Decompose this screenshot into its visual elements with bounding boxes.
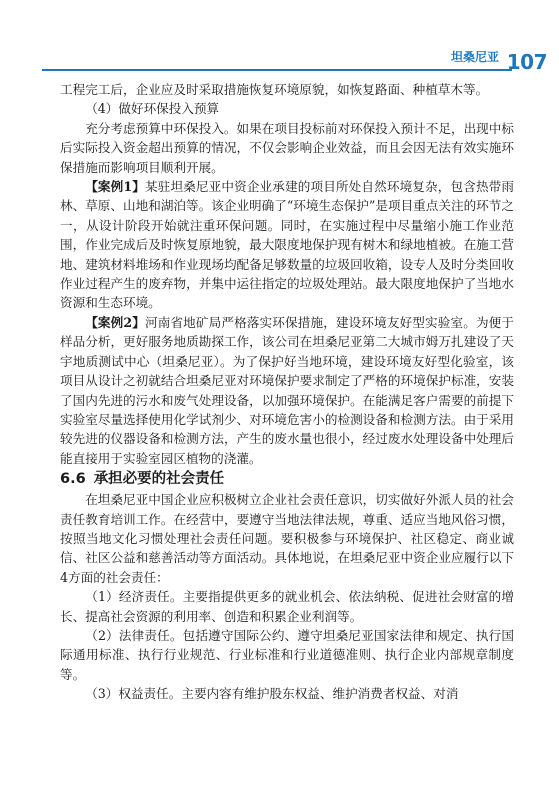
subheading-budget: （4）做好环保投入预算 [85, 101, 220, 117]
paragraph: （1）经济责任。主要指提供更多的就业机会、依法纳税、促进社会财富的增长、提高社会资源的利用率、创造和积累企业利润等。 [60, 589, 514, 624]
section-heading [60, 468, 514, 490]
header-rule [42, 69, 512, 71]
case-1-paragraph [60, 177, 514, 313]
paragraph: （2）法律责任。包括遵守国际公约、遵守坦桑尼亚国家法律和规定、执行国际通用标准、执行行业规范、行业标准和行业道德准则、执行企业内部规章制度等。 [60, 627, 514, 682]
page-header [0, 40, 559, 80]
paragraph: 在坦桑尼亚中国企业应积极树立企业社会责任意识，切实做好外派人员的社会责任教育培训工作。在经营中，要遵守当地法律法规，尊重、适应当地风俗习惯，按照当地文化习惯处理社会责任问题。要积极参与环境保护、社区稳定、商业诚信、社区公益和慈善活动等方面活动。具体地说，在坦桑尼亚中资企业应履行以下4方面的社会责任： [60, 492, 514, 585]
section-title: 承担必要的社会责任 [93, 471, 225, 488]
page-number: 107 [506, 50, 547, 74]
case-1-text: 某驻坦桑尼亚中资企业承建的项目所处自然环境复杂，包含热带雨林、草原、山地和湖泊等。该企业明确了“环境生态保护”是项目重点关注的环节之一，从设计阶段开始就注重环保问题。同时，在实施过程中尽量缩小施工作业范围，作业完成后及时恢复原地貌，最大限度地保护现有树木和绿地植被。在施工营地、建筑材料堆场和作业现场均配备足够数量的垃圾回收箱，设专人及时分类回收作业过程产生的废弃物，并集中运往指定的垃圾处理站。最大限度地保护了当地水资源和生态环境。 [60, 179, 514, 311]
case-2-paragraph [60, 313, 514, 468]
paragraph: （3）权益责任。主要内容有维护股东权益、维护消费者权益、对消 [85, 686, 459, 702]
body-text [60, 80, 514, 704]
paragraph: 工程完工后，企业应及时采取措施恢复环境原貌，如恢复路面、种植草木等。 [60, 82, 489, 97]
case-2-text: 河南省地矿局严格落实环保措施，建设环境友好型实验室。为便于样品分析，更好服务地质勘探工作，该公司在坦桑尼亚第二大城市姆万扎建设了天宇地质测试中心（坦桑尼亚）。为了保护好当地环境，建设环境友好型化验室，该项目从设计之初就结合坦桑尼亚对环境保护要求制定了严格的环境保护标准，安装了国内先进的污水和废气处理设备，以加强环境保护。在能满足客户需要的前提下实验室尽量选择使用化学试剂少、对环境危害小的检测设备和检测方法。由于采用较先进的仪器设备和检测方法，产生的废水量也很小，经过废水处理设备中处理后能直接用于实验室园区植物的浇灌。 [60, 314, 514, 466]
paragraph: 充分考虑预算中环保投入。如果在项目投标前对环保投入预计不足，出现中标后实际投入资金超出预算的情况，不仅会影响企业效益，而且会因无法有效实施环保措施而影响项目顺利开展。 [60, 120, 514, 175]
section-number: 6.6 [60, 471, 86, 488]
case-1-tag: 【案例1】 [85, 179, 145, 195]
running-title: 坦桑尼亚 [450, 50, 499, 64]
case-2-tag: 【案例2】 [85, 314, 145, 330]
